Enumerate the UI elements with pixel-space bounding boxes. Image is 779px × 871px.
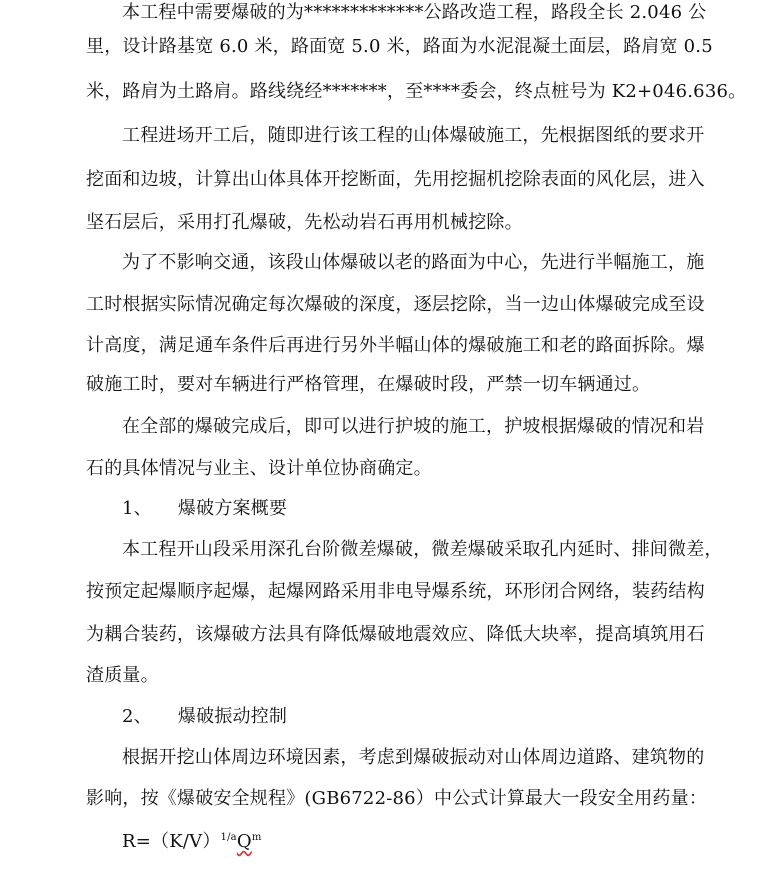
paragraph-3-line-2: 工时根据实际情况确定每次爆破的深度，逐层挖除，当一边山体爆破完成至设 xyxy=(86,294,705,315)
paragraph-1-line-3: 米，路肩为土路肩。路线绕经*******，至****委会，终点桩号为 K2+046.636。 xyxy=(86,81,747,102)
section-2-heading xyxy=(0,700,779,734)
paragraph-1-line-1: 本工程中需要爆破的为*************公路改造工程，路段全长 2.046 公 xyxy=(122,2,707,23)
formula-q: Q xyxy=(236,831,252,852)
paragraph-2-line-1: 工程进场开工后，随即进行该工程的山体爆破施工，先根据图纸的要求开 xyxy=(122,125,705,146)
paragraph-2-line-2: 挖面和边坡，计算出山体具体开挖断面，先用挖掘机挖除表面的风化层，进入 xyxy=(86,169,705,190)
section-1-title: 爆破方案概要 xyxy=(177,498,288,519)
paragraph-2-line-3: 坚石层后，采用打孔爆破，先松动岩石再用机械挖除。 xyxy=(86,212,523,233)
paragraph-3-line-3: 计高度，满足通车条件后再进行另外半幅山体的爆破施工和老的路面拆除。爆 xyxy=(86,335,705,356)
formula-lhs: R=（K/V） xyxy=(122,831,221,852)
section-1-paragraph-line-1: 本工程开山段采用深孔台阶微差爆破，微差爆破采取孔内延时、排间微差， xyxy=(122,539,723,560)
section-1-paragraph-line-2: 按预定起爆顺序起爆，起爆网路采用非电导爆系统，环形闭合网络，装药结构 xyxy=(86,581,705,602)
section-1-paragraph-line-3: 为耦合装药，该爆破方法具有降低爆破地震效应、降低大块率，提高填筑用石 xyxy=(86,624,705,645)
paragraph-4-line-2: 石的具体情况与业主、设计单位协商确定。 xyxy=(86,458,432,479)
section-2-number: 2、 xyxy=(122,706,152,727)
section-2-paragraph-line-1: 根据开挖山体周边环境因素，考虑到爆破振动对山体周边道路、建筑物的 xyxy=(122,747,705,768)
section-1-number: 1、 xyxy=(122,498,152,519)
section-2-paragraph-line-2: 影响，按《爆破安全规程》(GB6722-86）中公式计算最大一段安全用药量： xyxy=(86,788,708,809)
section-2-title: 爆破振动控制 xyxy=(177,706,288,727)
paragraph-4-line-1: 在全部的爆破完成后，即可以进行护坡的施工，护坡根据爆破的情况和岩 xyxy=(122,416,705,437)
formula xyxy=(122,825,262,859)
paragraph-3-line-1: 为了不影响交通，该段山体爆破以老的路面为中心，先进行半幅施工，施 xyxy=(122,252,705,273)
section-1-paragraph-line-4: 渣质量。 xyxy=(86,665,159,686)
formula-q-exponent: m xyxy=(251,832,262,843)
formula-exponent: 1/a xyxy=(220,832,237,843)
formula-line xyxy=(0,825,779,859)
paragraph-3-line-4: 破施工时，要对车辆进行严格管理，在爆破时段，严禁一切车辆通过。 xyxy=(86,374,651,395)
section-1-heading xyxy=(0,492,779,526)
paragraph-1-line-2: 里，设计路基宽 6.0 米，路面宽 5.0 米，路面为水泥混凝土面层，路肩宽 0.5 xyxy=(86,36,713,57)
